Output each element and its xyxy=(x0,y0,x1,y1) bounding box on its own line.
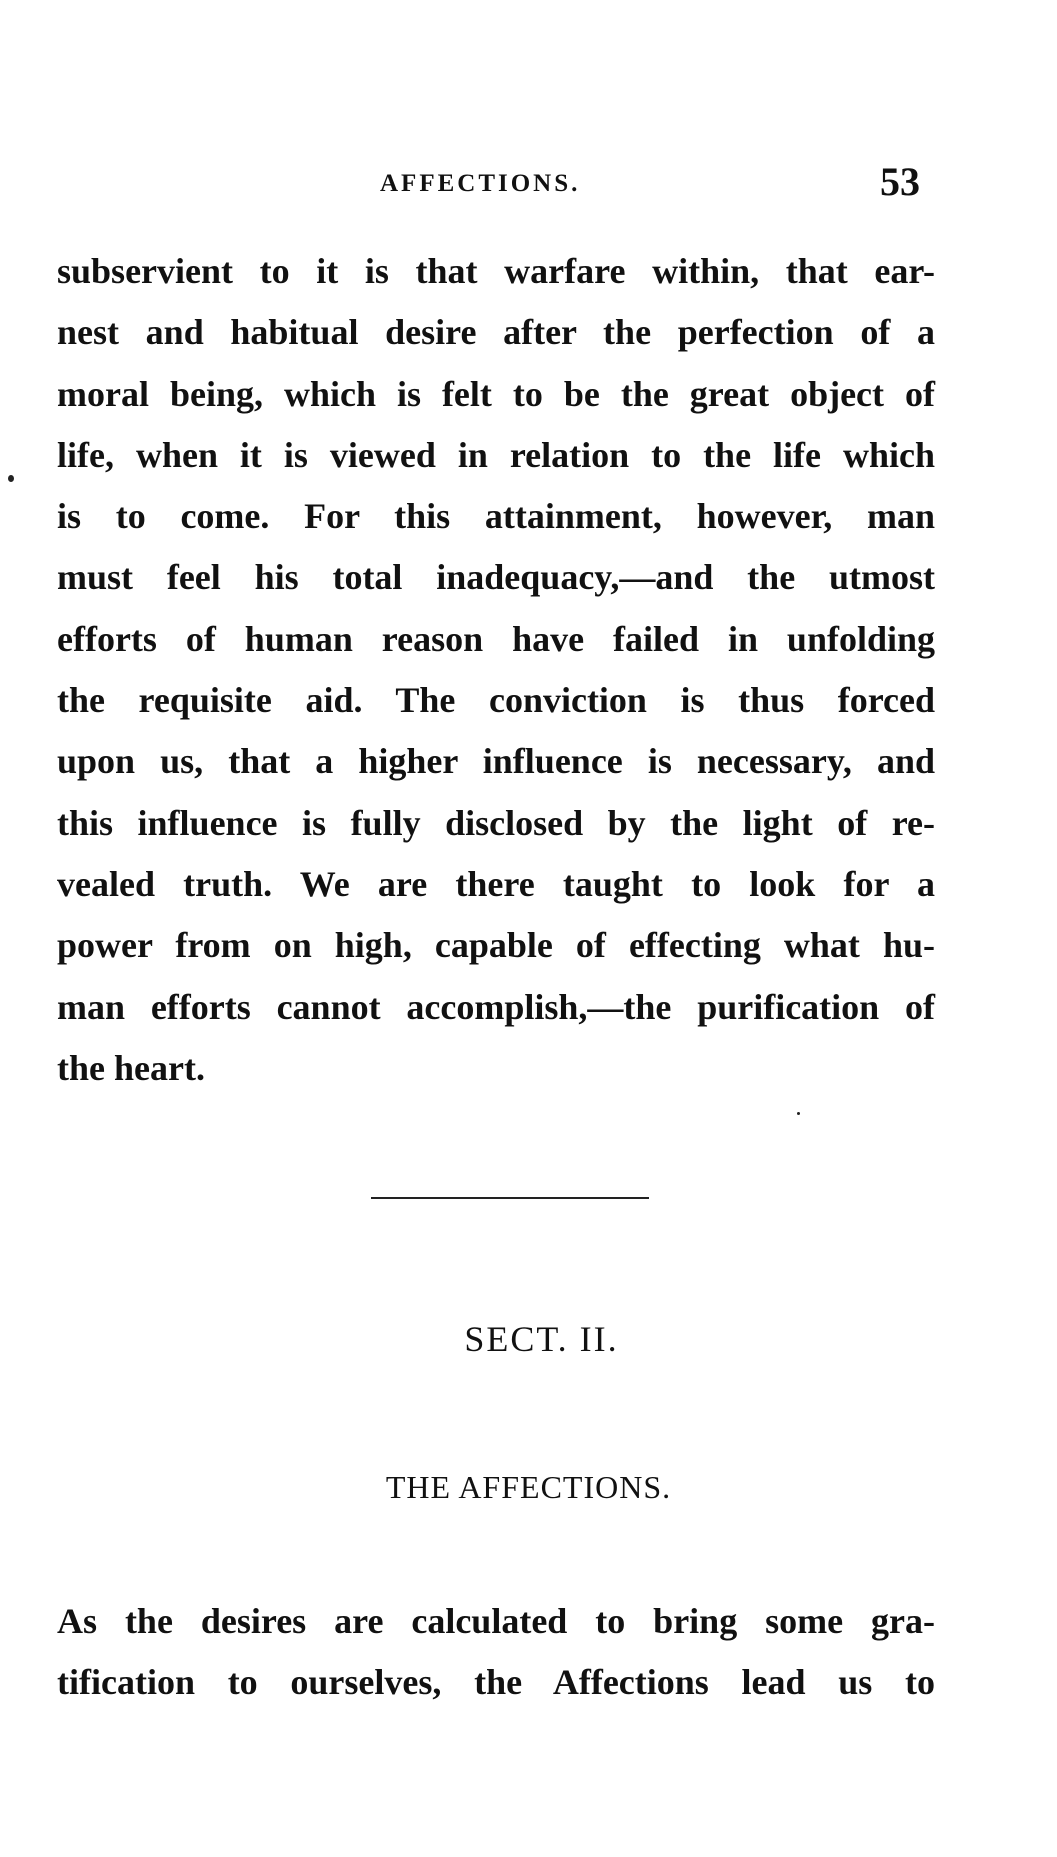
text-line: subservient to it is that warfare within, that ear- xyxy=(57,251,935,291)
paragraph-continued xyxy=(57,241,935,1099)
running-title: AFFECTIONS. xyxy=(380,170,581,197)
paragraph-new xyxy=(57,1591,935,1714)
text-line: power from on high, capable of effecting what hu- xyxy=(57,925,935,966)
text-line: man efforts cannot accomplish,—the purification of xyxy=(57,986,935,1027)
text-line: upon us, that a higher influence is necessary, and xyxy=(57,741,935,782)
text-line: moral being, which is felt to be the great object of xyxy=(57,373,935,414)
text-line: life, when it is viewed in relation to the life which xyxy=(57,434,935,475)
text-line: the requisite aid. The conviction is thus forced xyxy=(57,680,935,721)
text-line: this influence is fully disclosed by the light of re- xyxy=(57,802,935,843)
ink-speck xyxy=(8,475,14,482)
page-number: 53 xyxy=(880,159,920,204)
running-head xyxy=(0,159,1057,206)
text-line: is to come. For this attainment, however, man xyxy=(57,496,935,537)
text-line: vealed truth. We are there taught to look for a xyxy=(57,863,935,904)
section-divider-rule xyxy=(371,1197,649,1199)
text-line: efforts of human reason have failed in unfolding xyxy=(57,618,935,659)
text-line: the heart. xyxy=(57,1047,205,1088)
text-line: nest and habitual desire after the perfection of a xyxy=(57,312,935,353)
section-number: SECT. II. xyxy=(464,1319,619,1359)
text-line: tification to ourselves, the Affections lead us to xyxy=(57,1662,935,1703)
section-title: THE AFFECTIONS. xyxy=(385,1469,672,1505)
ink-speck xyxy=(797,1112,800,1115)
text-line: As the desires are calculated to bring some gra- xyxy=(57,1601,935,1641)
text-line: must feel his total inadequacy,—and the utmost xyxy=(57,557,935,598)
